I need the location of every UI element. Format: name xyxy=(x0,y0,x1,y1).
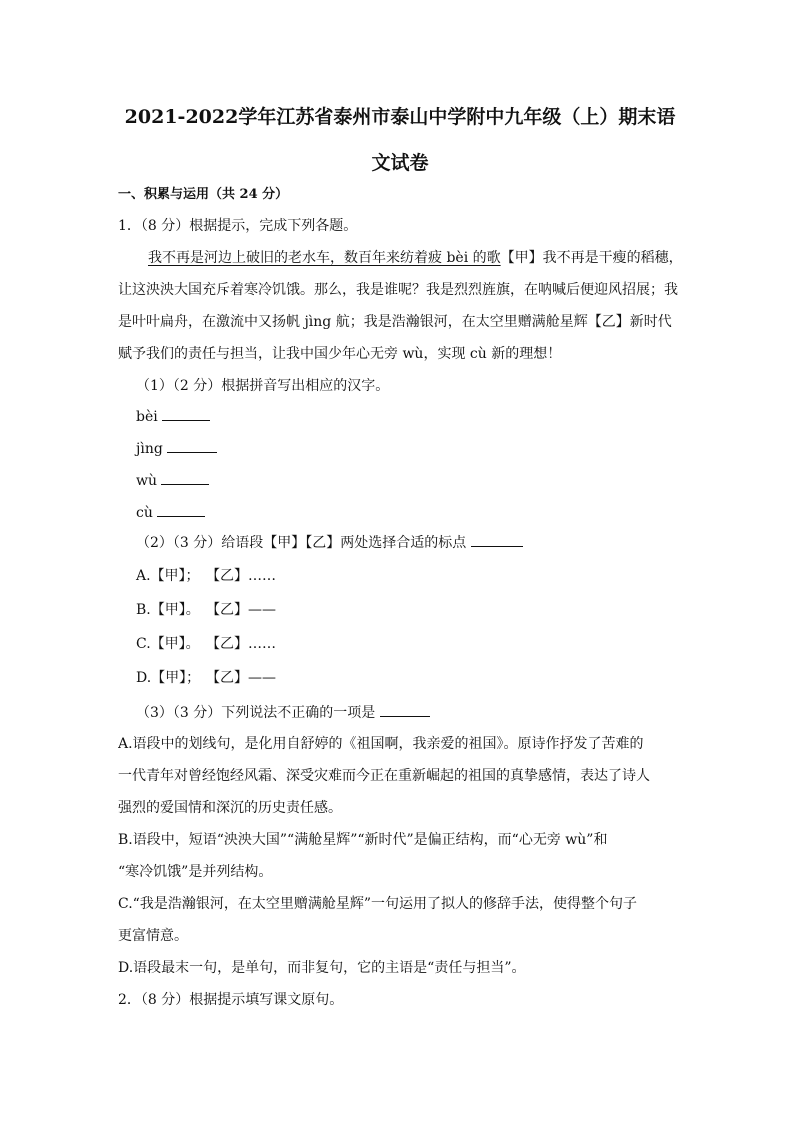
statement-c-line-2: 更富情意。 xyxy=(118,928,188,944)
statement-a-line-1: A.语段中的划线句，是化用自舒婷的《祖国啊，我亲爱的祖国》。原诗作抒发了苦难的 xyxy=(118,736,644,752)
question-2-stem: 2．（8 分）根据提示填写课文原句。 xyxy=(118,992,344,1008)
choice-option-a[interactable] xyxy=(136,566,276,586)
option-second: 【乙】—— xyxy=(206,602,276,618)
passage-line-1 xyxy=(148,248,683,268)
passage-line-2: 让这泱泱大国充斥着寒冷饥饿。那么，我是谁呢？我是烈烈旌旗，在呐喊后便迎风招展；我 xyxy=(118,282,678,298)
exam-title-line1: 2021-2022学年江苏省泰州市泰山中学附中九年级（上）期末语 xyxy=(124,106,676,128)
option-label: B.【甲】。 xyxy=(136,602,200,618)
pinyin-label: cù xyxy=(136,505,153,521)
exam-title-line2: 文试卷 xyxy=(371,152,429,174)
statement-a-line-2: 一代青年对曾经饱经风霜、深受灾难而今正在重新崛起的祖国的真挚感情，表达了诗人 xyxy=(118,768,650,784)
pinyin-label: bèi xyxy=(136,409,158,425)
answer-blank[interactable] xyxy=(162,406,210,421)
choice-option-c[interactable] xyxy=(136,634,276,654)
option-second: 【乙】—— xyxy=(206,670,276,686)
statement-d: D.语段最末一句，是单句，而非复句，它的主语是“责任与担当”。 xyxy=(118,960,526,976)
passage-line-3: 是叶叶扁舟，在激流中又扬帆 jìng 航；我是浩瀚银河，在太空里赠满舱星辉【乙】新时代 xyxy=(118,314,672,330)
statement-c-line-1: C.“我是浩瀚银河，在太空里赠满舱星辉”一句运用了拟人的修辞手法，使得整个句子 xyxy=(118,896,637,912)
statement-b-line-1: B.语段中，短语“泱泱大国”“满舱星辉”“新时代”是偏正结构，而“心无旁 wù”和 xyxy=(118,832,608,848)
question-1-stem: 1．（8 分）根据提示，完成下列各题。 xyxy=(118,218,358,234)
sub-question-3-text: （3）（3 分）下列说法不正确的一项是 xyxy=(136,705,376,721)
option-label: A.【甲】； xyxy=(136,568,200,584)
passage-line-4: 赋予我们的责任与担当，让我中国少年心无旁 wù，实现 cù 新的理想！ xyxy=(118,346,562,362)
answer-blank[interactable] xyxy=(380,702,430,717)
answer-blank[interactable] xyxy=(471,532,523,547)
pinyin-label: wù xyxy=(136,473,157,489)
statement-b-line-2: “寒冷饥饿”是并列结构。 xyxy=(118,864,273,880)
pinyin-item xyxy=(136,502,205,523)
answer-blank[interactable] xyxy=(161,470,209,485)
answer-blank[interactable] xyxy=(157,502,205,517)
passage-line-1-rest: 【甲】我不再是干瘦的稻穗， xyxy=(500,250,683,266)
pinyin-item xyxy=(136,470,209,491)
pinyin-label: jìng xyxy=(136,441,163,457)
section-heading: 一、积累与运用（共 24 分） xyxy=(118,187,289,202)
option-label: C.【甲】。 xyxy=(136,636,200,652)
sub-question-2-text: （2）（3 分）给语段【甲】【乙】两处选择合适的标点 xyxy=(136,535,467,551)
pinyin-item xyxy=(136,406,210,427)
option-second: 【乙】…… xyxy=(206,636,276,652)
pinyin-item xyxy=(136,438,217,459)
option-label: D.【甲】； xyxy=(136,670,201,686)
sub-question-1-stem: （1）（2 分）根据拼音写出相应的汉字。 xyxy=(136,378,390,394)
statement-a-line-3: 强烈的爱国情和深沉的历史责任感。 xyxy=(118,800,342,816)
answer-blank[interactable] xyxy=(167,438,217,453)
choice-option-d[interactable] xyxy=(136,668,276,688)
option-second: 【乙】…… xyxy=(206,568,276,584)
sub-question-2-stem xyxy=(136,532,523,553)
choice-option-b[interactable] xyxy=(136,600,276,620)
underlined-sentence: 我不再是河边上破旧的老水车，数百年来纺着疲 bèi 的歌 xyxy=(148,250,501,266)
sub-question-3-stem xyxy=(136,702,430,723)
